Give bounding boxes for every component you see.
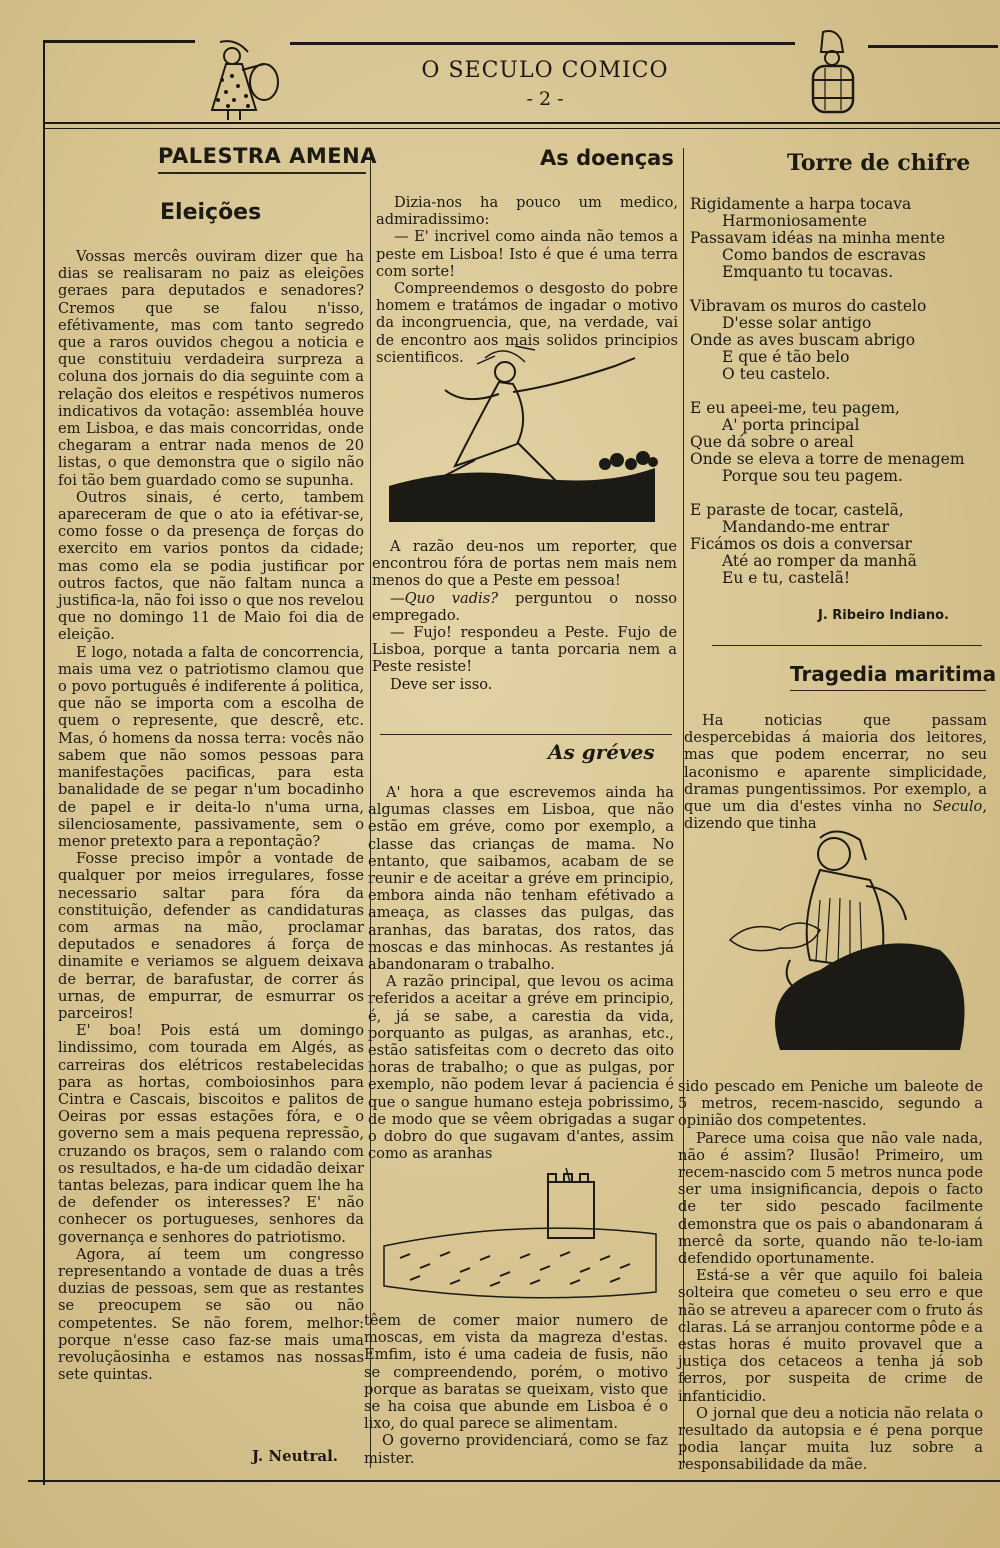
paragraph: Está-se a vêr que aquilo foi baleia solteira que cometeu o seu erro e que não se atreveu a aparecer com o fruto ás claras. Lá se arranjou contorme pôde e a estas horas é muito provavel que a justiça dos cetaceos a tenha já sob ferros, por suspeita de crime de infanticidio.: [678, 1267, 983, 1405]
page-left-border: [43, 40, 45, 1485]
poem-line: Rigidamente a harpa tocava: [690, 195, 912, 213]
paragraph: O governo providenciará, como se faz mister.: [364, 1432, 668, 1467]
poem-line: E paraste de tocar, castelã,: [690, 501, 904, 519]
newspaper-title: O SECULO COMICO: [421, 58, 669, 83]
article-title-torre: Torre de chifre: [787, 150, 971, 176]
paragraph: E logo, notada a falta de concorrencia, mais uma vez o patriotismo clamou que o povo português é indiferente á politica, que não se importa com a escolha de quem o represente, que descrê, etc. Mas, ó homens da nossa terra: vocês não sabem que não somos pessoas para manifestações pacificas, para esta banalidade de se pegar n'um bocadinho de papel e ir deita-lo n'uma urna, silenciosamente, passivamente, sem o menor pretexto para a repontação?: [58, 643, 364, 850]
poem-line: O teu castelo.: [722, 365, 831, 383]
header-bottom-rule-2: [45, 128, 1000, 129]
quo-vadis-phrase: Quo vadis?: [404, 589, 499, 607]
poem-stanza: [690, 298, 995, 383]
poem-line: Passavam idéas na minha mente: [690, 229, 946, 247]
article-body-eleicoes: [58, 248, 364, 1383]
poem-line: A' porta principal: [722, 416, 860, 434]
paragraph-tail: , dizendo que tinha: [684, 798, 987, 833]
poem-line: Harmoniosamente: [722, 212, 867, 230]
paragraph: A' hora a que escrevemos ainda ha algumas classes em Lisboa, que não estão em gréve, como por exemplo, a classe das crianças de mama. No entanto, que saibamos, acabam de se reunir e de aceitar a gréve em principio, embora ainda não tenham efétivado a ameaça, as classes das pulgas, das aranhas, das baratas, dos ratos, das moscas e das minhocas. As restantes já abandonaram o trabalho.: [368, 784, 674, 974]
crying-woman-on-rock-illustration: [690, 820, 980, 1070]
poem-line: Onde se eleva a torre de menagem: [690, 450, 965, 468]
article-title-doencas: As doenças: [540, 146, 674, 170]
section-underline: [158, 172, 366, 174]
paragraph: Deve ser isso.: [390, 675, 493, 693]
paragraph-text: Ha noticias que passam despercebidas á maioria dos leitores, mas que podem encerrar, no seu laconismo e aparente simplicidade, dramas pungentissimos. Por exemplo, a que um dia d'estes vinha no: [684, 712, 987, 816]
paragraph: Compreendemos o desgosto do pobre homem e tratámos de ingadar o motivo da incongruencia, que, na verdade, vai de encontro aos mais solidos principios scientificos.: [376, 280, 678, 366]
paragraph: Fosse preciso impôr a vontade de qualquer por meios irregulares, fosse necessario saltar para fóra da constituição, defender as candidaturas com armas na mão, proclamar deputados e senadores á força de dinamite e veriamos se alguem deixava de berrar, de barafustar, de correr ás urnas, de empurrar, de esmurrar os parceiros!: [58, 850, 364, 1022]
header-top-rule-mid: [290, 42, 795, 45]
paragraph: Outros sinais, é certo, tambem apareceram de que o ato ia efétivar-se, como fosse o da presença de forças do exercito em varios pontos da cidade; mas como ela se podia justificar por outros factos, que não faltam nunca a justifica-la, não foi isso o que nos revelou que no domingo 11 de Maio foi dia de eleição.: [58, 488, 364, 644]
article-body-tragedia-top: [684, 712, 987, 832]
poem-stanza: [690, 196, 995, 281]
section-heading: PALESTRA AMENA: [158, 144, 377, 168]
girl-with-hoop-illustration: [198, 30, 288, 125]
paragraph: — E' incrivel como ainda não temos a peste em Lisboa! Isto é que é uma terra com sorte!: [376, 228, 678, 280]
author-signature: J. Neutral.: [252, 1447, 339, 1465]
divider-line: [712, 645, 982, 646]
poem-line: Até ao romper da manhã: [722, 552, 917, 570]
header-top-rule-left: [45, 40, 195, 43]
barrel-man-illustration: [805, 28, 861, 116]
poem-line: Eu e tu, castelã!: [722, 569, 851, 587]
poem-line: Ficámos os dois a conversar: [690, 535, 912, 553]
article-body-tragedia-bottom: [678, 1078, 983, 1474]
poem-line: Onde as aves buscam abrigo: [690, 331, 916, 349]
article-body-doencas-bottom: [372, 538, 677, 693]
poem-signature: J. Ribeiro Indiano.: [818, 608, 949, 623]
article-title: Eleições: [160, 200, 262, 225]
poem-torre-de-chifre: [690, 196, 995, 604]
page-bottom-rule: [28, 1480, 1000, 1482]
paragraph: O jornal que deu a noticia não relata o resultado da autopsia e é pena porque podia lançar muita luz sobre a responsabilidade da mãe.: [678, 1404, 983, 1474]
paragraph: — Fujo! respondeu a Peste. Fujo de Lisboa, porque a tanta porcaria nem a Peste resiste!: [372, 624, 677, 676]
header-top-rule-right: [868, 45, 998, 48]
page-number: - 2 -: [526, 88, 564, 110]
paragraph: A razão deu-nos um reporter, que encontrou fóra de portas nem mais nem menos do que a Peste em pessoa!: [372, 538, 677, 590]
paragraph: têem de comer maior numero de moscas, em vista da magreza d'estas. Emfim, isto é uma cadeia de fusis, não se compreendendo, porém, o motivo porque as baratas se queixam, visto que se ha coisa que abunde em Lisboa é o lixo, do qual parece se alimentam.: [364, 1312, 668, 1433]
plague-running-illustration: [385, 336, 665, 526]
poem-line: Como bandos de escravas: [722, 246, 926, 264]
paragraph: Parece uma coisa que não vale nada, não é assim? Ilusão! Primeiro, um recem-nascido com 5 metros nunca pode ser uma insignificancia, depois o facto de ter sido pescado facilmente demonstra que os pais o abandonaram á mercê da sorte, quando não te-lo-iam defendido oportunamente.: [678, 1129, 983, 1268]
paragraph: Vossas mercês ouviram dizer que ha dias se realisaram no paiz as eleições geraes para deputados e senadores? Cremos que se falou n'isso, efétivamente, mas com tanto segredo que a raros ouvidos chegou a noticia e que constituiu verdadeira surpreza a coluna dos jornais do dia seguinte com a relação dos eleitos e respétivos numeros indicativos da votação: assembléa houve em Lisboa, e das mais concorridas, onde chegaram a entrar nada menos de 20 listas, o que demonstra que o sigilo não foi tão bem guardado como se supunha.: [58, 248, 364, 489]
title-underline: [790, 690, 986, 691]
poem-line: D'esse solar antigo: [722, 314, 872, 332]
paragraph: [684, 712, 987, 832]
paragraph: [372, 590, 677, 624]
paragraph: Agora, aí teem um congresso representando a vontade de duas a três duzias de pessoas, sem que as restantes se preocupem se são ou não competentes. Se não forem, melhor: porque n'esse caso faz-se mais uma revoluçãosinha e estamos nas nossas sete quintas.: [58, 1245, 364, 1384]
poem-line: Mandando-me entrar: [722, 518, 889, 536]
newspaper-name: Seculo: [932, 798, 983, 816]
article-title-greves: As gréves: [548, 740, 655, 764]
paragraph-tail: perguntou o nosso empregado.: [372, 589, 677, 624]
paragraph: sido pescado em Peniche um baleote de 5 metros, recem-nascido, segundo a opinião dos competentes.: [678, 1078, 983, 1130]
castle-insects-illustration: [380, 1168, 660, 1308]
poem-stanza: [690, 502, 995, 587]
poem-line: Que dá sobre o areal: [690, 433, 854, 451]
article-body-greves-top: [368, 784, 674, 1162]
paragraph: A razão principal, que levou os acima referidos a aceitar a gréve em principio, é, já se sabe, a carestia da vida, porquanto as pulgas, as aranhas, etc., estão satisfeitas com o decreto das oito horas de trabalho; o que as pulgas, por exemplo, não podem levar á paciencia é que o sangue humano esteja pobrissimo, de modo que se vêem obrigadas a sugar o dobro do que sugavam d'antes, assim como as aranhas: [368, 973, 674, 1163]
poem-line: E eu apeei-me, teu pagem,: [690, 399, 900, 417]
poem-stanza: [690, 400, 995, 485]
paragraph: Dizia-nos ha pouco um medico, admiradissimo:: [376, 194, 678, 229]
dash: —: [390, 589, 405, 607]
paragraph: E' boa! Pois está um domingo lindissimo, com tourada em Algés, as carreiras dos elétricos restabelecidas para as hortas, comboiosinhos para Cintra e Cascais, biscoitos e palitos de Oeiras por essas estações fóra, e o governo sem a mais pequena repressão, cruzando os braços, sem o ralando com os resultados, e ha-de um cidadão deixar tantas belezas, para indicar quem lhe ha de defender os interesses? E' não conhecer os portugueses, senhores da governança e senhores do patriotismo.: [58, 1022, 364, 1246]
poem-line: E que é tão belo: [722, 348, 850, 366]
poem-line: Emquanto tu tocavas.: [722, 263, 894, 281]
header-bottom-rule: [45, 122, 1000, 124]
article-title-tragedia: Tragedia maritima: [790, 662, 997, 686]
poem-line: Porque sou teu pagem.: [722, 467, 903, 485]
article-body-greves-bottom: [364, 1312, 668, 1467]
divider-ornament: [380, 734, 672, 735]
poem-line: Vibravam os muros do castelo: [690, 297, 927, 315]
